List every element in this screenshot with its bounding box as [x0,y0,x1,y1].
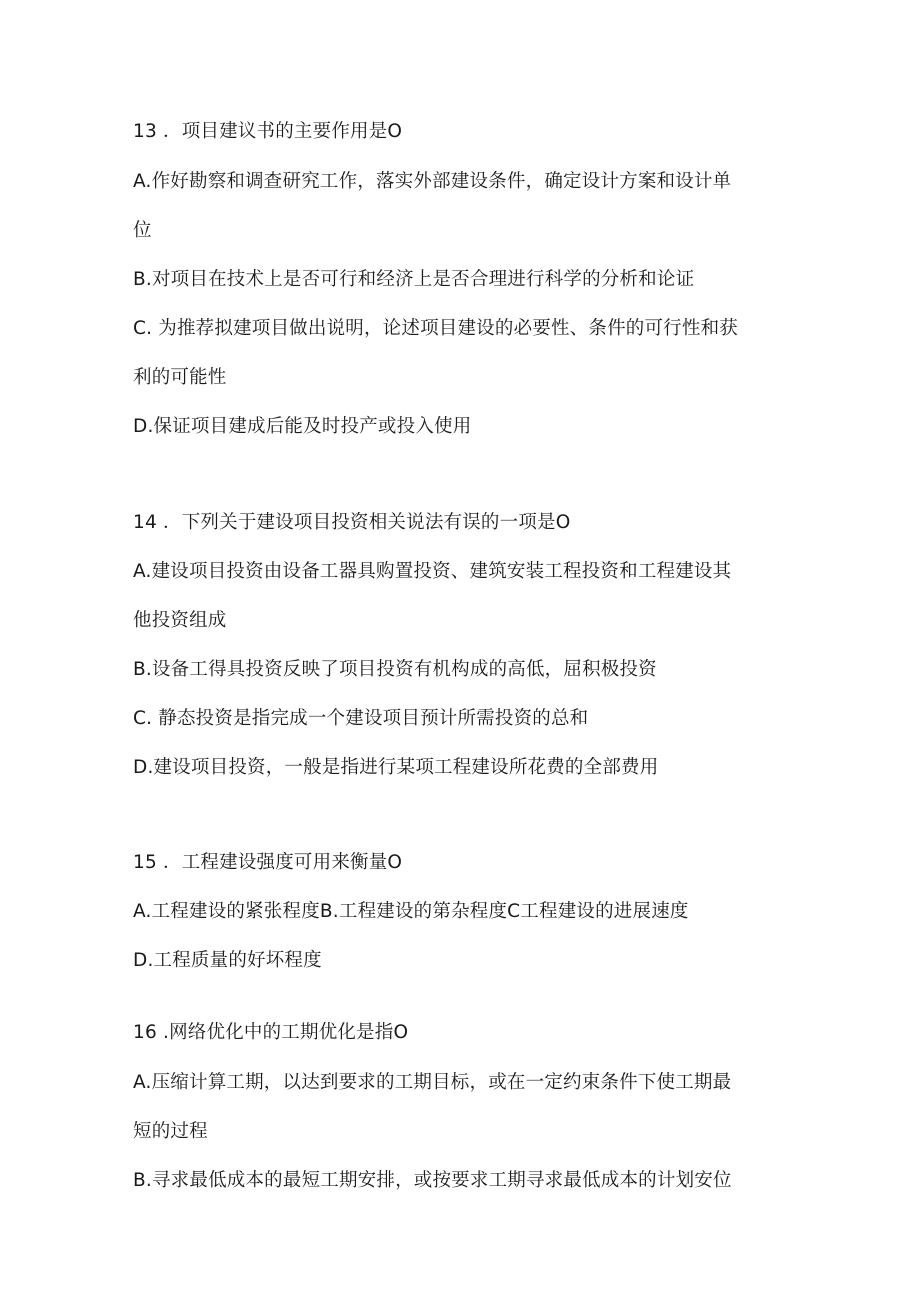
question-13-stem: 13 ．项目建议书的主要作用是O [133,121,403,142]
question-13-option-b: B.对项目在技术上是否可行和经济上是否合理进行科学的分析和论证 [133,269,695,290]
question-13-option-c: C. 为推荐拟建项目做出说明，论述项目建设的必要性、条件的可行性和获 [133,318,738,339]
question-14-option-a: A.建设项目投资由设备工器具购置投资、建筑安装工程投资和工程建设其 [133,561,732,582]
question-13-option-a-continued: 位 [133,220,152,241]
question-15-stem: 15 ．工程建设强度可用来衡量O [133,852,403,873]
question-16-option-b: B.寻求最低成本的最短工期安排，或按要求工期寻求最低成本的计划安位 [133,1170,732,1191]
question-13-option-d: D.保证项目建成后能及时投产或投入使用 [133,416,472,437]
question-14-option-b: B.设备工得具投资反映了项目投资有机构成的高低，屈积极投资 [133,659,657,680]
question-14-option-a-continued: 他投资组成 [133,610,227,631]
question-13-option-a: A.作好勘察和调查研究工作，落实外部建设条件，确定设计方案和设计单 [133,171,732,192]
question-16-stem: 16 .网络优化中的工期优化是指O [133,1022,409,1043]
question-14-option-c: C. 静态投资是指完成一个建设项目预计所需投资的总和 [133,708,589,729]
question-14-option-d: D.建设项目投资，一般是指进行某项工程建设所花费的全部费用 [133,757,659,778]
question-13-option-c-continued: 利的可能性 [133,367,227,388]
question-16-option-a: A.压缩计算工期，以达到要求的工期目标，或在一定约束条件下使工期最 [133,1072,732,1093]
question-14-stem: 14 ．下列关于建设项目投资相关说法有误的一项是O [133,512,571,533]
question-15-option-d: D.工程质量的好坏程度 [133,950,322,971]
question-16-option-a-continued: 短的过程 [133,1121,208,1142]
question-15-options-abc: A.工程建设的紧张程度B.工程建设的第杂程度C工程建设的进展速度 [133,901,689,922]
